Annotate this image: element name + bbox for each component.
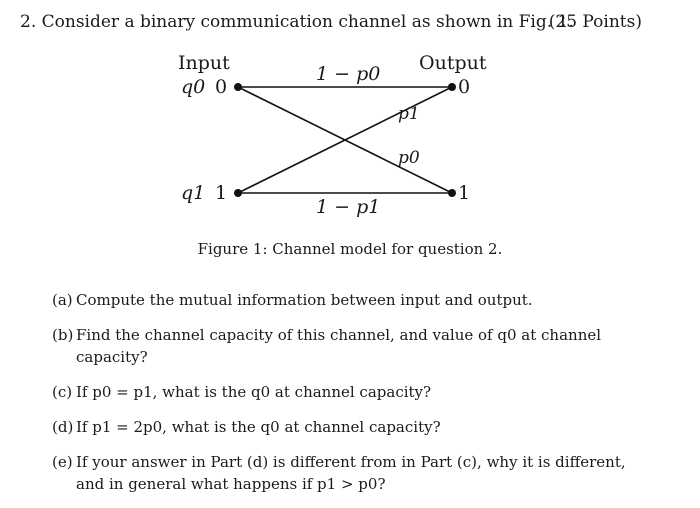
part-text: Compute the mutual information between input and output. bbox=[76, 291, 533, 309]
input-symbol-1: 1 bbox=[215, 182, 228, 204]
q0-label: q0 bbox=[181, 76, 206, 98]
input-symbol-0: 0 bbox=[215, 76, 228, 98]
part-text: If p0 = p1, what is the q0 at channel capacity? bbox=[76, 383, 432, 401]
input-node-1 bbox=[234, 189, 242, 197]
part-tag: (e) bbox=[52, 453, 73, 471]
part-tag: (d) bbox=[52, 418, 74, 436]
cross-label-p0: p0 bbox=[398, 148, 420, 168]
bottom-edge-label: 1 − p1 bbox=[316, 196, 381, 218]
output-symbol-1: 1 bbox=[458, 182, 471, 204]
part-tag: (b) bbox=[52, 326, 74, 344]
part-d bbox=[52, 416, 652, 438]
part-text: Find the channel capacity of this channel, and value of q0 at channel capacity? bbox=[76, 326, 602, 366]
input-node-0 bbox=[234, 83, 242, 91]
input-label: Input bbox=[178, 52, 230, 74]
output-node-1 bbox=[448, 189, 456, 197]
part-b bbox=[52, 324, 652, 368]
part-text: If your answer in Part (d) is different from in Part (c), why it is different, and in general what happens if p1 > p0? bbox=[76, 453, 626, 493]
cross-label-p1: p1 bbox=[398, 104, 420, 124]
q1-label: q1 bbox=[181, 182, 206, 204]
output-node-0 bbox=[448, 83, 456, 91]
part-a bbox=[52, 289, 652, 311]
part-text: If p1 = 2p0, what is the q0 at channel capacity? bbox=[76, 418, 441, 436]
part-e bbox=[52, 451, 652, 495]
top-edge-label: 1 − p0 bbox=[316, 63, 381, 85]
points-label: (25 Points) bbox=[548, 12, 642, 32]
figure-caption: Figure 1: Channel model for question 2. bbox=[197, 240, 503, 258]
question-parts bbox=[52, 289, 652, 508]
question-heading: 2. Consider a binary communication channel as shown in Fig. 1. bbox=[20, 12, 574, 32]
part-tag: (a) bbox=[52, 291, 73, 309]
part-tag: (c) bbox=[52, 383, 73, 401]
part-c bbox=[52, 381, 652, 403]
output-label: Output bbox=[419, 52, 487, 74]
output-symbol-0: 0 bbox=[458, 76, 471, 98]
